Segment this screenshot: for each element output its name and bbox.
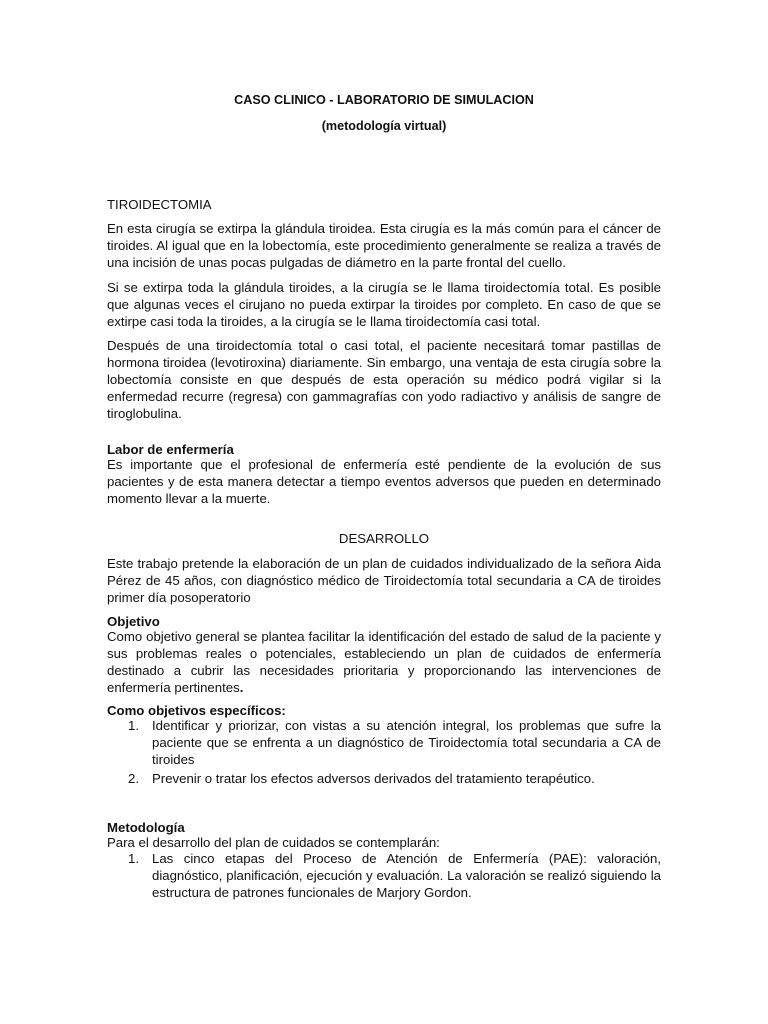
document-subtitle: (metodología virtual) (321, 119, 447, 133)
list-item-number: 1. (128, 718, 139, 733)
section-heading-desarrollo: DESARROLLO (338, 531, 430, 546)
list-item-number: 2. (128, 771, 139, 786)
document-title: CASO CLINICO - LABORATORIO DE SIMULACION (234, 93, 534, 107)
labor-paragraph: Es importante que el profesional de enfermería esté pendiente de la evolución de sus pacientes y de esta manera detectar a tiempo eventos adversos que pueden en determinado momento llevar a la muerte. (107, 457, 661, 506)
paragraph-3: Después de una tiroidectomía total o casi total, el paciente necesitará tomar pastillas de hormona tiroidea (levotiroxina) diariamente. Sin embargo, una ventaja de esta cirugía sobre la lobectomía consiste en que después de esta operación su médico podrá vigilar si la enfermedad recurre (regresa) con gammagrafías con yodo radiactivo y análisis de sangre de tiroglobulina. (107, 338, 661, 421)
list-item-text: Prevenir o tratar los efectos adversos derivados del tratamiento terapéutico. (152, 771, 595, 786)
section-heading-labor: Labor de enfermería (107, 442, 234, 457)
objetivo-trailing-period: . (239, 680, 244, 695)
section-heading-objetivo: Objetivo (107, 614, 160, 629)
list-item (107, 717, 661, 768)
list-item (107, 770, 661, 787)
desarrollo-paragraph: Este trabajo pretende la elaboración de un plan de cuidados individualizado de la señora Aida Pérez de 45 años, con diagnóstico médico de Tiroidectomía total secundaria a CA de tiroides primer día posoperatorio (107, 556, 661, 605)
paragraph-1: En esta cirugía se extirpa la glándula tiroidea. Esta cirugía es la más común para el cáncer de tiroides. Al igual que en la lobectomía, este procedimiento generalmente se realiza a través de una incisión de unas pocas pulgadas de diámetro en la parte frontal del cuello. (107, 221, 661, 270)
list-item (107, 850, 661, 901)
section-heading-tiroidectomia: TIROIDECTOMIA (107, 197, 212, 212)
objetivo-paragraph (107, 628, 661, 696)
metodologia-intro: Para el desarrollo del plan de cuidados se contemplarán: (107, 835, 440, 850)
section-heading-especificos: Como objetivos específicos: (107, 703, 286, 718)
list-item-text: Identificar y priorizar, con vistas a su atención integral, los problemas que sufre la paciente que se enfrenta a un diagnóstico de Tiroidectomía total secundaria a CA de tiroides (152, 718, 661, 767)
section-heading-metodologia: Metodología (107, 820, 185, 835)
especificos-list (107, 717, 661, 789)
list-item-number: 1. (128, 851, 139, 866)
objetivo-text: Como objetivo general se plantea facilitar la identificación del estado de salud de la paciente y sus problemas reales o potenciales, estableciendo un plan de cuidados de enfermería destinado a cubrir las necesidades prioritaria y proporcionando las intervenciones de enfermería pertinentes (107, 629, 661, 695)
paragraph-2: Si se extirpa toda la glándula tiroides, a la cirugía se le llama tiroidectomía total. Es posible que algunas veces el cirujano no pueda extirpar la tiroides por completo. En caso de que se extirpe casi toda la tiroides, a la cirugía se le llama tiroidectomía casi total. (107, 280, 661, 329)
metodologia-list (107, 850, 661, 903)
list-item-text: Las cinco etapas del Proceso de Atención de Enfermería (PAE): valoración, diagnóstico, planificación, ejecución y evaluación. La valoración se realizó siguiendo la estructura de patrones funcionales de Marjory Gordon. (152, 851, 661, 900)
